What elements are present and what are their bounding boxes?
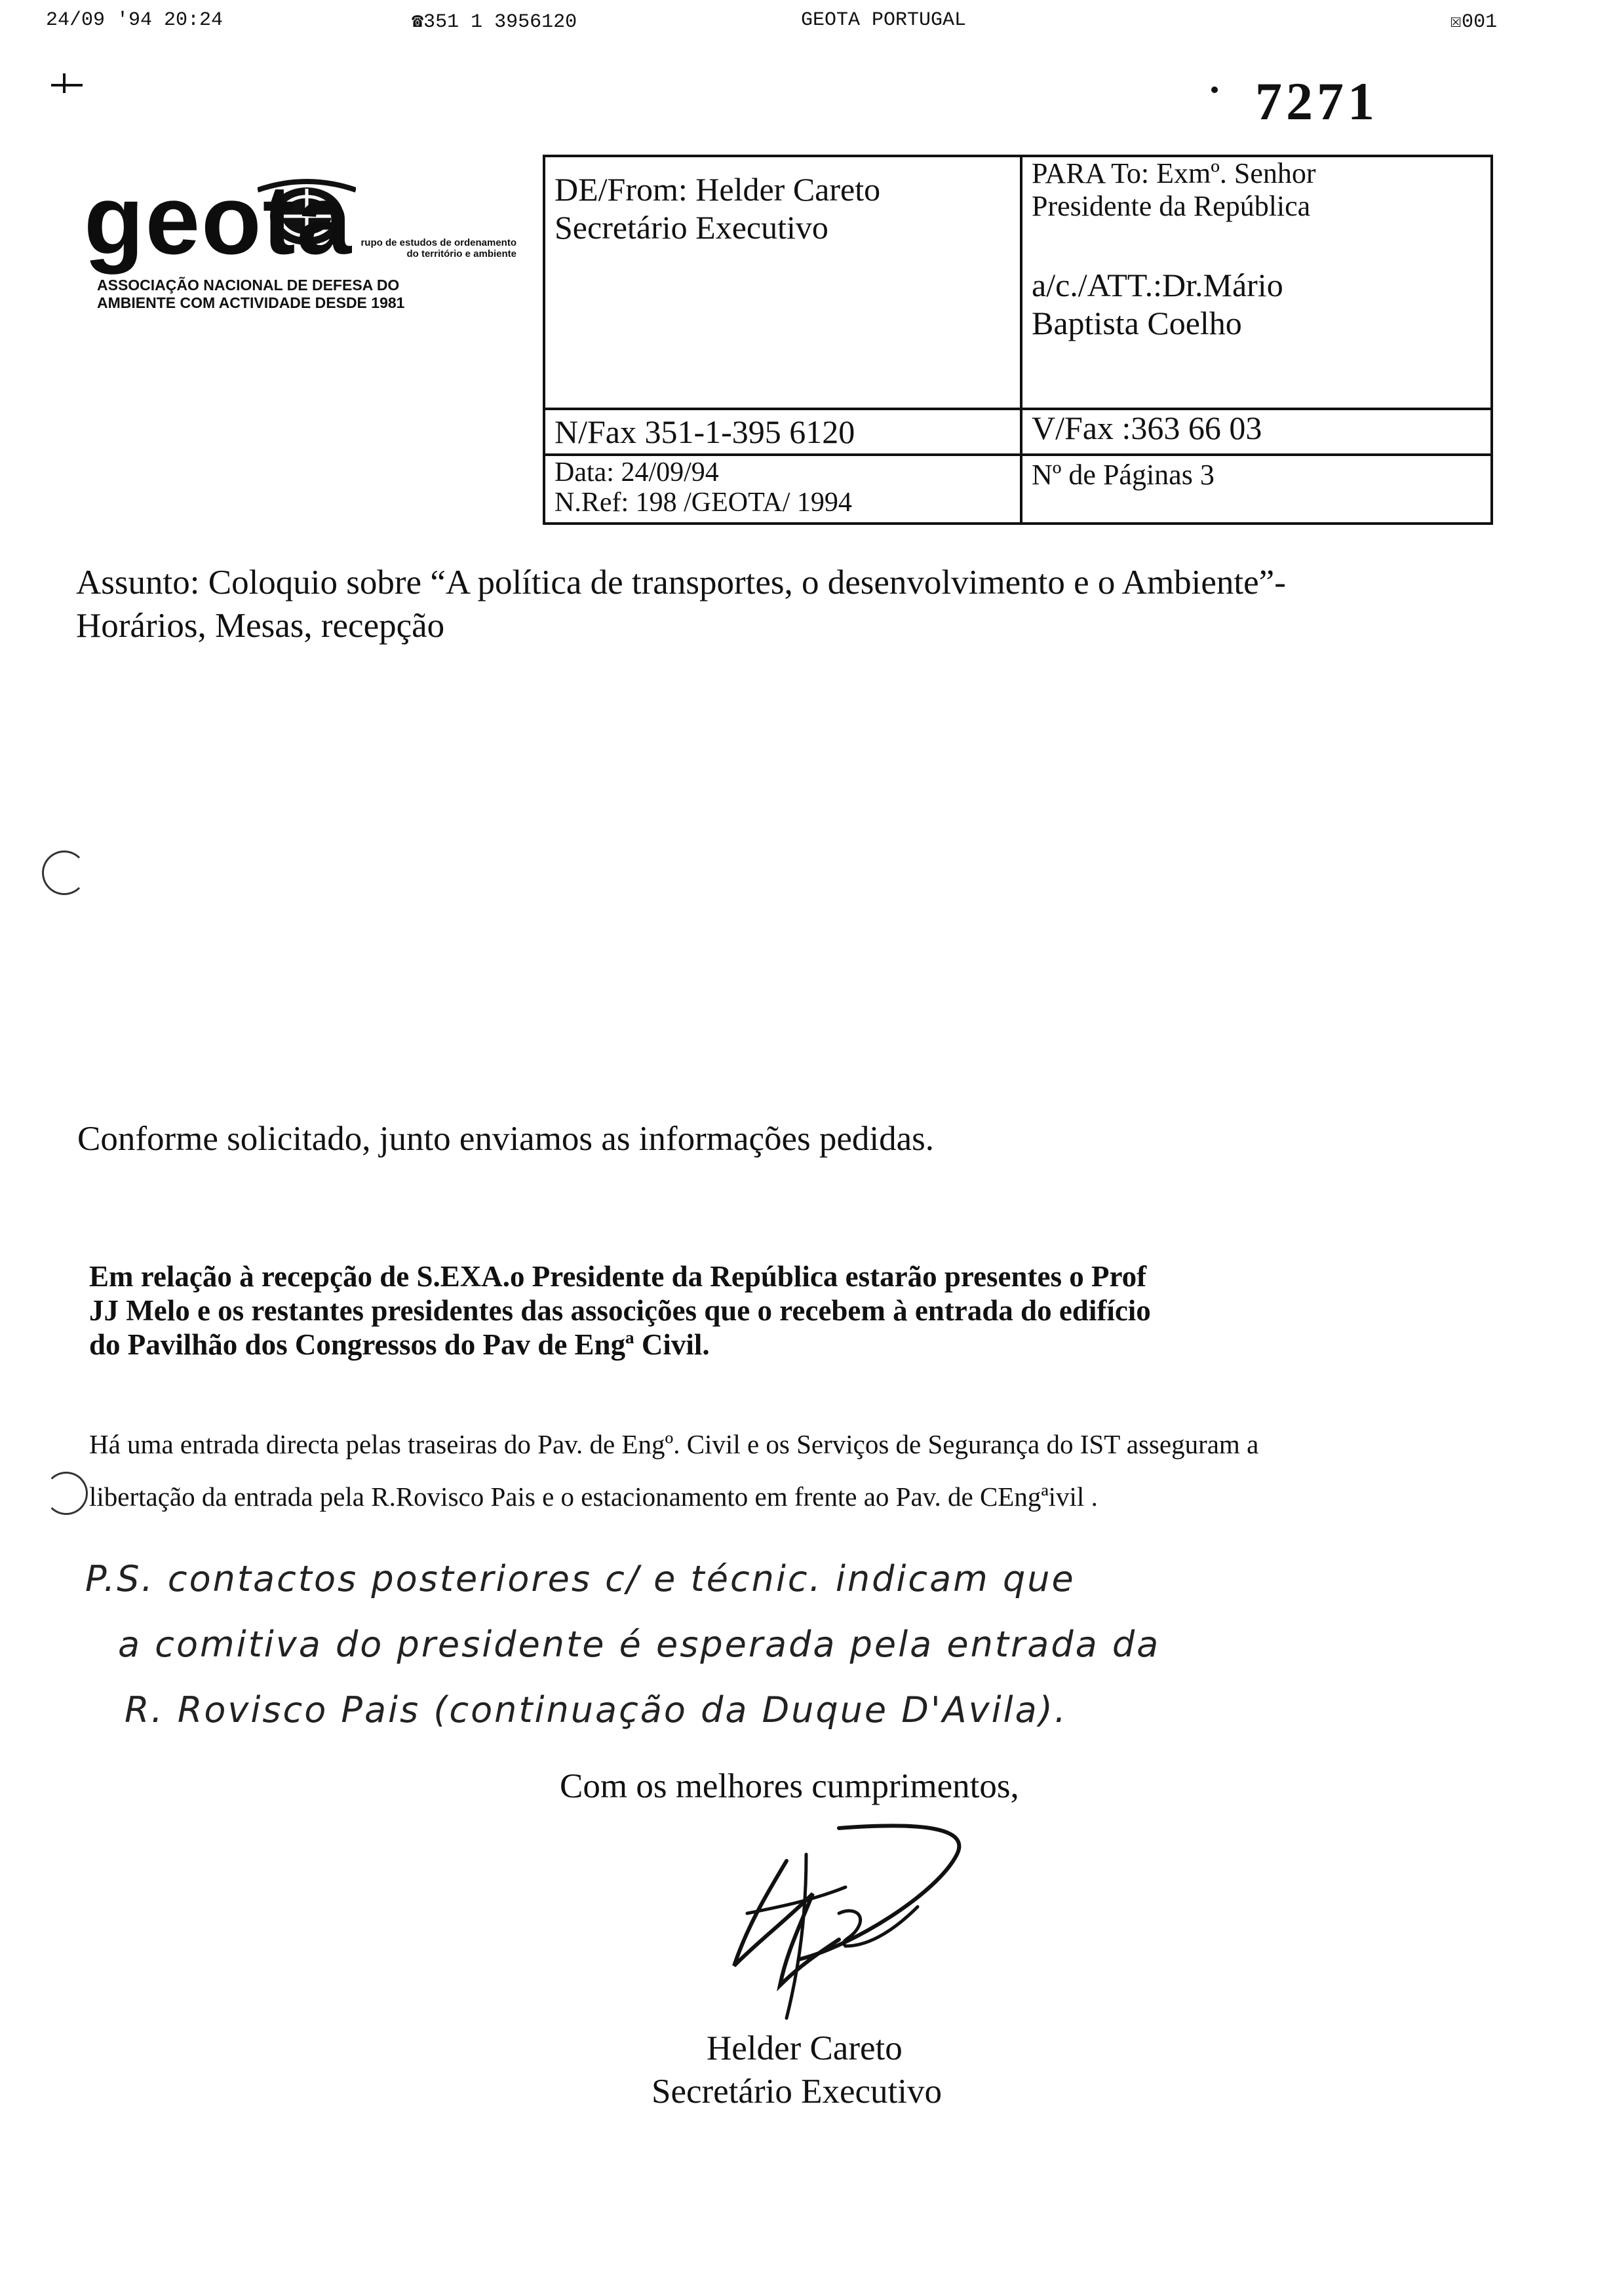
our-fax: N/Fax 351-1-395 6120 <box>555 413 855 450</box>
reception-paragraph <box>89 1259 1511 1362</box>
access-paragraph <box>89 1418 1258 1523</box>
registration-mark-stem <box>63 73 66 93</box>
fax-datetime: 24/09 '94 20:24 <box>46 9 224 31</box>
logo-wordmark: geota <box>84 164 353 275</box>
registration-mark <box>51 84 83 86</box>
intro-text: Conforme solicitado, junto enviamos as informações pedidas. <box>77 1120 935 1158</box>
reception-line2: JJ Melo e os restantes presidentes das associções que o recebem à entrada do edifício <box>89 1294 1151 1327</box>
to-line1: PARA To: Exmº. Senhor <box>1032 157 1316 189</box>
fax-header-table <box>543 155 1493 525</box>
punch-hole-mark <box>42 851 87 895</box>
reference: N.Ref: 198 /GEOTA/ 1994 <box>555 488 852 518</box>
stamp-number: 7271 <box>1255 71 1378 131</box>
table-divider-mid <box>545 453 1490 456</box>
fax-sender: GEOTA PORTUGAL <box>801 9 967 31</box>
attn-line2: Baptista Coelho <box>1032 305 1242 341</box>
reception-line1: Em relação à recepção de S.EXA.o Presidente da República estarão presentes o Prof <box>89 1260 1147 1293</box>
logo-subtitle <box>123 237 516 259</box>
your-fax: V/Fax :363 66 03 <box>1032 410 1262 446</box>
subject-line1: Assunto: Coloquio sobre “A política de transportes, o desenvolvimento e o Ambiente”- <box>76 564 1286 602</box>
signature-title: Secretário Executivo <box>652 2073 942 2111</box>
access-line1: Há uma entrada directa pelas traseiras do Pav. de Engº. Civil e os Serviços de Segurança do IST asseguram a <box>89 1429 1259 1459</box>
reception-line3: do Pavilhão dos Congressos do Pav de Engª Civil. <box>89 1328 710 1361</box>
fax-page-counter: ☒001 <box>1450 11 1498 33</box>
logo-caption <box>97 277 404 312</box>
attn-line1: a/c./ATT.:Dr.Mário <box>1032 267 1283 303</box>
geota-logo <box>84 164 523 321</box>
ps-line3: R. Rovisco Pais (continuação da Duque D'Avila). <box>125 1689 1068 1731</box>
access-line2: libertação da entrada pela R.Rovisco Pais e o estacionamento em frente ao Pav. de CEngªivil . <box>89 1482 1098 1512</box>
from-line1: DE/From: Helder Careto <box>555 171 881 208</box>
subject <box>76 561 1551 647</box>
table-divider-vertical <box>1020 157 1022 522</box>
logo-caption-line2: AMBIENTE COM ACTIVIDADE DESDE 1981 <box>97 294 405 311</box>
to-line2: Presidente da República <box>1032 190 1311 222</box>
to-cell <box>1032 157 1316 223</box>
stamp-dot <box>1211 86 1218 93</box>
date: Data: 24/09/94 <box>555 457 719 488</box>
from-cell <box>555 170 880 246</box>
subject-line2: Horários, Mesas, recepção <box>76 607 445 645</box>
handwritten-signature <box>708 1815 996 2031</box>
logo-subtitle-line2: do território e ambiente <box>406 248 516 259</box>
signature-name: Helder Careto <box>707 2029 903 2067</box>
ps-line1: P.S. contactos posteriores c/ e técnic. indicam que <box>85 1558 1076 1599</box>
logo-caption-line1: ASSOCIAÇÃO NACIONAL DE DEFESA DO <box>97 277 400 294</box>
from-line2: Secretário Executivo <box>555 209 828 246</box>
date-cell <box>555 457 852 518</box>
handwritten-ps <box>85 1546 1160 1743</box>
logo-subtitle-line1: rupo de estudos de ordenamento <box>360 237 516 248</box>
fax-phone: ☎351 1 3956120 <box>412 11 577 33</box>
attn-cell <box>1032 266 1283 342</box>
pages-count: Nº de Páginas 3 <box>1032 459 1215 491</box>
closing-text: Com os melhores cumprimentos, <box>560 1767 1019 1805</box>
punch-hole-mark <box>45 1472 88 1515</box>
ps-line2: a comitiva do presidente é esperada pela entrada da <box>118 1624 1161 1665</box>
table-divider-top <box>545 408 1490 410</box>
